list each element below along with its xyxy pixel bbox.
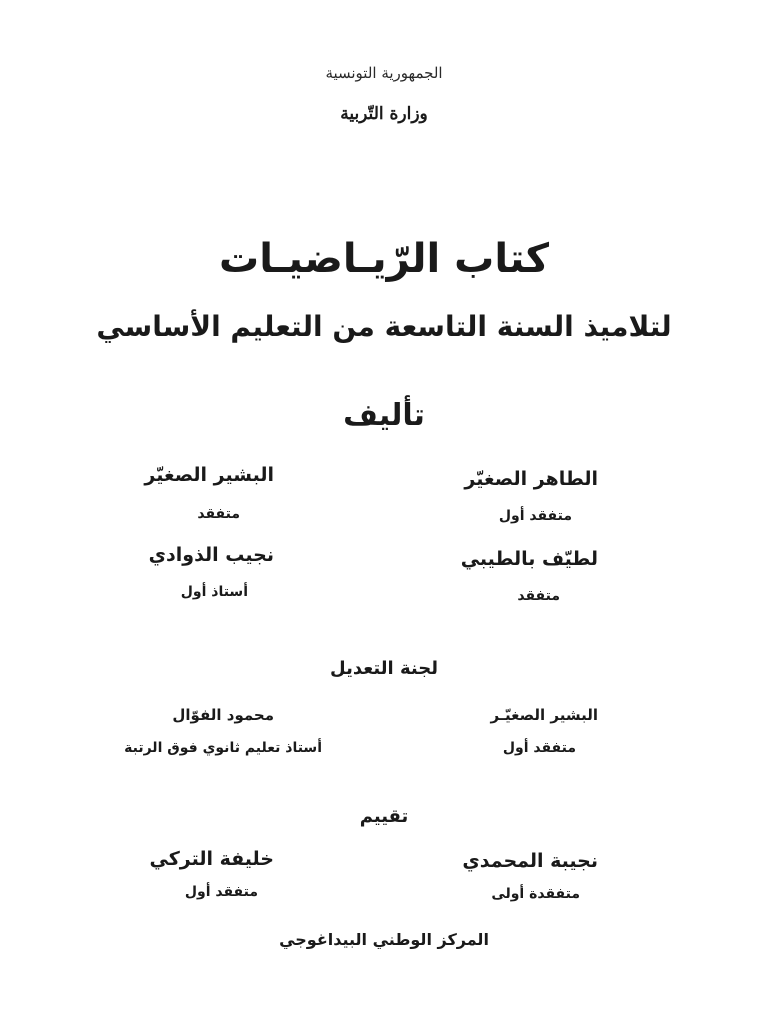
authorship-heading: تأليف xyxy=(343,398,425,433)
author-role: متفقد xyxy=(197,506,240,522)
committee-member-name: محمود الفوّال xyxy=(172,706,274,724)
book-title: كتاب الرّيـاضيـات xyxy=(219,236,549,282)
committee-member-role: أستاذ تعليم ثانوي فوق الرتبة xyxy=(124,740,322,756)
publisher-label: المركز الوطني البيداغوجي xyxy=(279,930,489,949)
author-name: البشير الصغيّر xyxy=(144,464,274,486)
author-role: متفقد أول xyxy=(498,508,572,524)
ministry-label: وزارة التّربية xyxy=(340,104,428,124)
republic-label: الجمهورية التونسية xyxy=(325,64,443,82)
author-name: لطيّف بالطيبي xyxy=(460,548,598,570)
evaluation-member-role: متفقد أول xyxy=(184,884,258,900)
evaluation-member-name: نجيبة المحمدي xyxy=(462,850,598,872)
book-subtitle: لتلاميذ السنة التاسعة من التعليم الأساسي xyxy=(96,310,672,343)
evaluation-heading: تقييم xyxy=(359,806,409,827)
committee-member-name: البشير الصغيّـر xyxy=(490,706,598,724)
author-name: نجيب الذوادي xyxy=(148,544,274,566)
author-role: أستاذ أول xyxy=(180,584,248,600)
evaluation-member-name: خليفة التركي xyxy=(149,848,274,870)
committee-member-role: متفقد أول xyxy=(502,740,576,756)
author-name: الطاهر الصغيّر xyxy=(464,468,598,490)
evaluation-member-role: متفقدة أولى xyxy=(491,886,580,902)
committee-heading: لجنة التعديل xyxy=(330,658,438,679)
author-role: متفقد xyxy=(517,588,560,604)
